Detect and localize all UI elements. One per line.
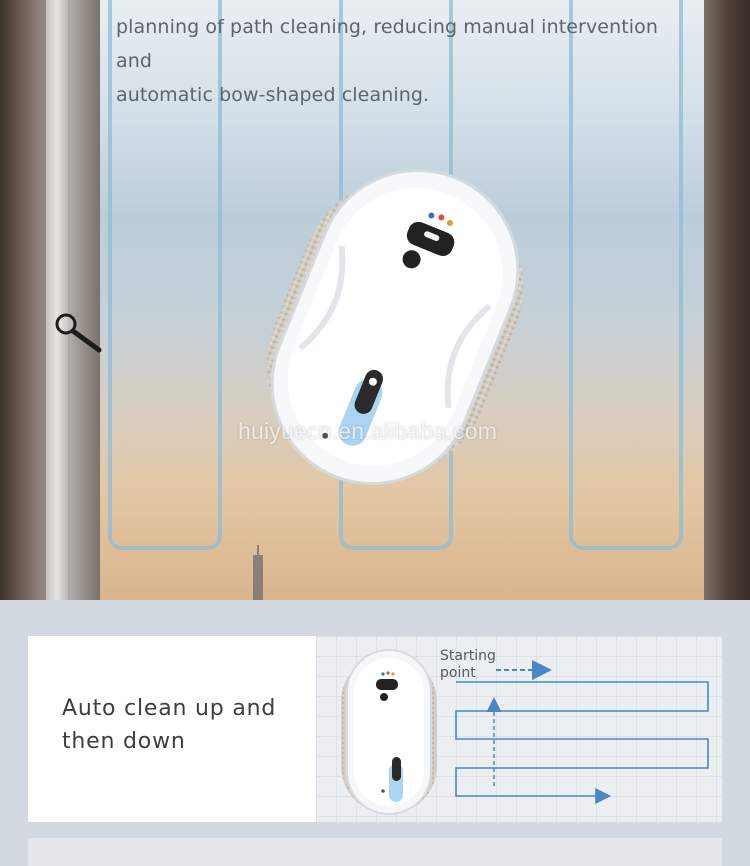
robot-thumbnail bbox=[341, 650, 437, 814]
window-frame-right bbox=[704, 0, 750, 600]
path-diagram-card bbox=[316, 636, 722, 822]
hero-description bbox=[116, 10, 676, 112]
watermark: huiyuecn.en.alibaba.com bbox=[238, 418, 498, 444]
starting-point-label bbox=[440, 648, 496, 682]
bottom-strip bbox=[28, 838, 722, 866]
starting-point-label-line: point bbox=[440, 665, 476, 681]
feature-caption-line: Auto clean up and bbox=[62, 696, 277, 721]
magnifier-icon[interactable] bbox=[55, 313, 103, 355]
starting-point-label-line: Starting bbox=[440, 648, 496, 664]
feature-caption-card bbox=[28, 636, 316, 822]
hero-description-line: planning of path cleaning, reducing manual intervention and bbox=[116, 16, 659, 72]
feature-caption-line: then down bbox=[62, 729, 186, 754]
cleaning-path-diagram bbox=[316, 636, 722, 822]
hero-description-line: automatic bow-shaped cleaning. bbox=[116, 84, 430, 106]
feature-caption bbox=[62, 692, 302, 758]
window-frame-left bbox=[0, 0, 100, 600]
city-tower-silhouette bbox=[244, 545, 272, 601]
